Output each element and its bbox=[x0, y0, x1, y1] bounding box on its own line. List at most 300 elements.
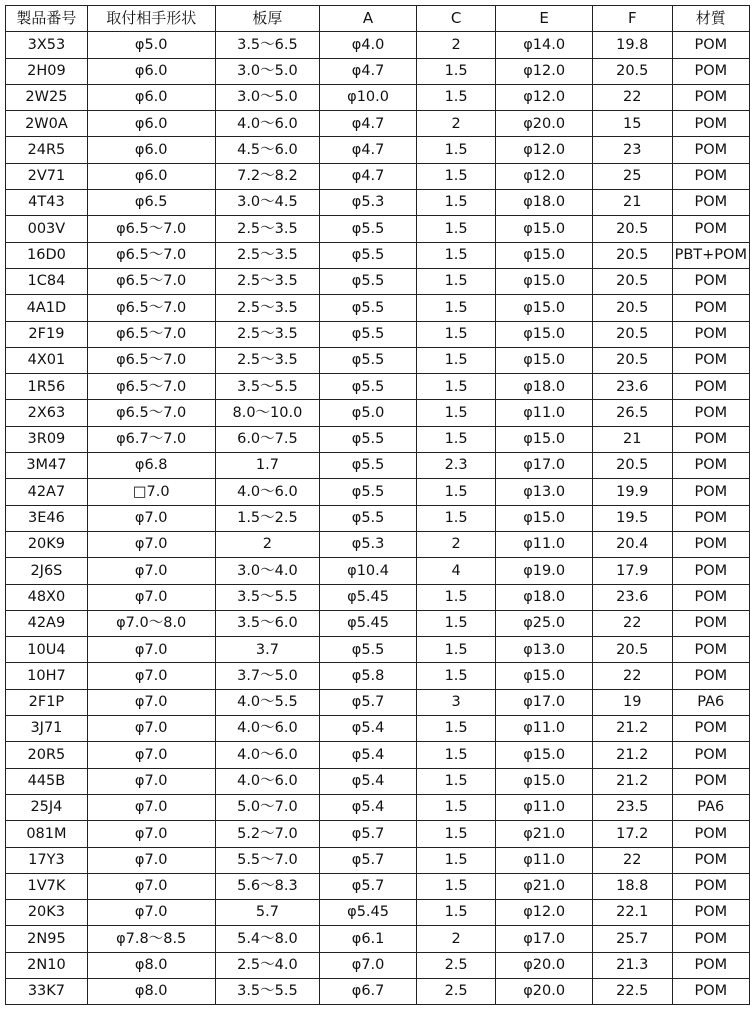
cell-dimension-c: 3 bbox=[416, 689, 496, 715]
cell-dimension-f: 19 bbox=[592, 689, 672, 715]
table-row bbox=[6, 978, 750, 1004]
cell-product-number: 4T43 bbox=[6, 190, 88, 216]
cell-plate-thickness: 4.0〜6.0 bbox=[215, 111, 320, 137]
cell-mounting-shape: φ7.0〜8.0 bbox=[87, 610, 215, 636]
cell-mounting-shape: φ6.5 bbox=[87, 190, 215, 216]
table-row bbox=[6, 952, 750, 978]
cell-dimension-e: φ20.0 bbox=[496, 111, 593, 137]
cell-plate-thickness: 4.0〜5.5 bbox=[215, 689, 320, 715]
cell-mounting-shape: φ7.0 bbox=[87, 584, 215, 610]
cell-plate-thickness: 3.7〜5.0 bbox=[215, 663, 320, 689]
cell-dimension-e: φ21.0 bbox=[496, 873, 593, 899]
cell-material: POM bbox=[672, 216, 749, 242]
cell-dimension-f: 21.2 bbox=[592, 742, 672, 768]
cell-product-number: 2H09 bbox=[6, 58, 88, 84]
cell-mounting-shape: φ7.0 bbox=[87, 768, 215, 794]
cell-material: POM bbox=[672, 847, 749, 873]
cell-dimension-a: φ10.4 bbox=[320, 558, 417, 584]
header-row bbox=[6, 6, 750, 32]
cell-dimension-f: 22 bbox=[592, 84, 672, 110]
cell-plate-thickness: 2.5〜3.5 bbox=[215, 321, 320, 347]
header-dimension-a: A bbox=[320, 6, 417, 32]
cell-dimension-c: 1.5 bbox=[416, 190, 496, 216]
cell-product-number: 2W0A bbox=[6, 111, 88, 137]
header-product-number: 製品番号 bbox=[6, 6, 88, 32]
cell-dimension-f: 22.1 bbox=[592, 900, 672, 926]
cell-dimension-c: 1.5 bbox=[416, 216, 496, 242]
cell-dimension-e: φ12.0 bbox=[496, 137, 593, 163]
table-row bbox=[6, 163, 750, 189]
cell-dimension-f: 23.5 bbox=[592, 794, 672, 820]
cell-dimension-c: 1.5 bbox=[416, 716, 496, 742]
table-row bbox=[6, 926, 750, 952]
cell-dimension-f: 21 bbox=[592, 426, 672, 452]
cell-mounting-shape: φ7.0 bbox=[87, 821, 215, 847]
cell-dimension-c: 2.5 bbox=[416, 952, 496, 978]
cell-dimension-e: φ14.0 bbox=[496, 32, 593, 58]
header-dimension-f: F bbox=[592, 6, 672, 32]
cell-dimension-c: 1.5 bbox=[416, 794, 496, 820]
cell-plate-thickness: 3.5〜5.5 bbox=[215, 584, 320, 610]
cell-dimension-e: φ15.0 bbox=[496, 242, 593, 268]
cell-dimension-e: φ12.0 bbox=[496, 84, 593, 110]
cell-product-number: 1R56 bbox=[6, 374, 88, 400]
cell-dimension-a: φ5.5 bbox=[320, 216, 417, 242]
table-row bbox=[6, 268, 750, 294]
cell-plate-thickness: 2.5〜4.0 bbox=[215, 952, 320, 978]
cell-dimension-f: 20.5 bbox=[592, 242, 672, 268]
cell-product-number: 20K3 bbox=[6, 900, 88, 926]
cell-dimension-a: φ5.7 bbox=[320, 689, 417, 715]
cell-dimension-c: 1.5 bbox=[416, 505, 496, 531]
cell-material: POM bbox=[672, 295, 749, 321]
cell-mounting-shape: φ6.8 bbox=[87, 453, 215, 479]
cell-dimension-a: φ5.5 bbox=[320, 321, 417, 347]
cell-dimension-f: 22.5 bbox=[592, 978, 672, 1004]
cell-dimension-e: φ25.0 bbox=[496, 610, 593, 636]
cell-dimension-a: φ5.8 bbox=[320, 663, 417, 689]
table-row bbox=[6, 663, 750, 689]
cell-product-number: 1V7K bbox=[6, 873, 88, 899]
cell-material: POM bbox=[672, 531, 749, 557]
cell-plate-thickness: 1.7 bbox=[215, 453, 320, 479]
cell-material: PBT+POM bbox=[672, 242, 749, 268]
cell-dimension-c: 1.5 bbox=[416, 610, 496, 636]
cell-dimension-a: φ6.1 bbox=[320, 926, 417, 952]
cell-dimension-a: φ4.7 bbox=[320, 111, 417, 137]
cell-dimension-f: 17.2 bbox=[592, 821, 672, 847]
cell-dimension-f: 20.5 bbox=[592, 216, 672, 242]
cell-product-number: 003V bbox=[6, 216, 88, 242]
cell-dimension-a: φ10.0 bbox=[320, 84, 417, 110]
table-row bbox=[6, 873, 750, 899]
cell-dimension-e: φ15.0 bbox=[496, 347, 593, 373]
cell-product-number: 3R09 bbox=[6, 426, 88, 452]
cell-dimension-e: φ11.0 bbox=[496, 531, 593, 557]
cell-dimension-e: φ20.0 bbox=[496, 978, 593, 1004]
cell-plate-thickness: 4.0〜6.0 bbox=[215, 716, 320, 742]
cell-product-number: 445B bbox=[6, 768, 88, 794]
cell-mounting-shape: φ7.0 bbox=[87, 637, 215, 663]
cell-product-number: 25J4 bbox=[6, 794, 88, 820]
cell-plate-thickness: 5.2〜7.0 bbox=[215, 821, 320, 847]
cell-material: POM bbox=[672, 426, 749, 452]
cell-dimension-f: 20.5 bbox=[592, 295, 672, 321]
cell-product-number: 10U4 bbox=[6, 637, 88, 663]
cell-plate-thickness: 4.5〜6.0 bbox=[215, 137, 320, 163]
cell-mounting-shape: φ6.5〜7.0 bbox=[87, 242, 215, 268]
cell-dimension-a: φ5.4 bbox=[320, 716, 417, 742]
cell-dimension-a: φ4.7 bbox=[320, 163, 417, 189]
cell-dimension-e: φ21.0 bbox=[496, 821, 593, 847]
cell-mounting-shape: φ6.5〜7.0 bbox=[87, 347, 215, 373]
cell-material: POM bbox=[672, 742, 749, 768]
cell-plate-thickness: 5.5〜7.0 bbox=[215, 847, 320, 873]
cell-dimension-e: φ12.0 bbox=[496, 58, 593, 84]
cell-material: POM bbox=[672, 663, 749, 689]
table-row bbox=[6, 847, 750, 873]
cell-dimension-f: 15 bbox=[592, 111, 672, 137]
cell-plate-thickness: 1.5〜2.5 bbox=[215, 505, 320, 531]
cell-dimension-f: 19.8 bbox=[592, 32, 672, 58]
cell-mounting-shape: φ6.5〜7.0 bbox=[87, 374, 215, 400]
cell-material: POM bbox=[672, 821, 749, 847]
cell-material: PA6 bbox=[672, 689, 749, 715]
cell-material: POM bbox=[672, 453, 749, 479]
cell-plate-thickness: 2.5〜3.5 bbox=[215, 268, 320, 294]
cell-dimension-e: φ18.0 bbox=[496, 190, 593, 216]
cell-plate-thickness: 5.4〜8.0 bbox=[215, 926, 320, 952]
cell-mounting-shape: φ6.7〜7.0 bbox=[87, 426, 215, 452]
cell-dimension-c: 1.5 bbox=[416, 295, 496, 321]
cell-dimension-f: 20.5 bbox=[592, 321, 672, 347]
cell-dimension-a: φ5.4 bbox=[320, 742, 417, 768]
table-row bbox=[6, 505, 750, 531]
cell-material: POM bbox=[672, 873, 749, 899]
cell-product-number: 2F19 bbox=[6, 321, 88, 347]
cell-dimension-a: φ5.45 bbox=[320, 584, 417, 610]
cell-material: POM bbox=[672, 637, 749, 663]
cell-dimension-f: 23 bbox=[592, 137, 672, 163]
cell-dimension-c: 1.5 bbox=[416, 163, 496, 189]
cell-dimension-a: φ4.0 bbox=[320, 32, 417, 58]
cell-dimension-c: 1.5 bbox=[416, 137, 496, 163]
cell-mounting-shape: φ7.0 bbox=[87, 847, 215, 873]
cell-material: POM bbox=[672, 400, 749, 426]
cell-material: POM bbox=[672, 768, 749, 794]
cell-product-number: 17Y3 bbox=[6, 847, 88, 873]
cell-dimension-c: 1.5 bbox=[416, 58, 496, 84]
cell-dimension-f: 20.5 bbox=[592, 347, 672, 373]
cell-dimension-a: φ5.5 bbox=[320, 637, 417, 663]
cell-mounting-shape: φ7.0 bbox=[87, 900, 215, 926]
cell-dimension-a: φ5.5 bbox=[320, 295, 417, 321]
cell-product-number: 4X01 bbox=[6, 347, 88, 373]
cell-material: POM bbox=[672, 558, 749, 584]
cell-mounting-shape: □7.0 bbox=[87, 479, 215, 505]
cell-dimension-f: 21.2 bbox=[592, 716, 672, 742]
cell-dimension-f: 20.5 bbox=[592, 453, 672, 479]
cell-dimension-a: φ5.45 bbox=[320, 610, 417, 636]
cell-dimension-f: 21.3 bbox=[592, 952, 672, 978]
cell-dimension-e: φ11.0 bbox=[496, 716, 593, 742]
cell-dimension-a: φ5.0 bbox=[320, 400, 417, 426]
table-row bbox=[6, 453, 750, 479]
cell-dimension-c: 2 bbox=[416, 32, 496, 58]
cell-dimension-c: 2.5 bbox=[416, 978, 496, 1004]
table-row bbox=[6, 400, 750, 426]
table-row bbox=[6, 137, 750, 163]
cell-material: POM bbox=[672, 190, 749, 216]
cell-dimension-a: φ5.5 bbox=[320, 479, 417, 505]
cell-product-number: 20R5 bbox=[6, 742, 88, 768]
cell-material: POM bbox=[672, 584, 749, 610]
cell-dimension-c: 2 bbox=[416, 111, 496, 137]
table-row bbox=[6, 794, 750, 820]
cell-dimension-f: 18.8 bbox=[592, 873, 672, 899]
cell-mounting-shape: φ6.5〜7.0 bbox=[87, 400, 215, 426]
cell-dimension-c: 1.5 bbox=[416, 374, 496, 400]
cell-dimension-f: 20.5 bbox=[592, 58, 672, 84]
cell-mounting-shape: φ7.0 bbox=[87, 873, 215, 899]
cell-dimension-f: 25 bbox=[592, 163, 672, 189]
cell-dimension-f: 21 bbox=[592, 190, 672, 216]
cell-mounting-shape: φ7.0 bbox=[87, 794, 215, 820]
cell-plate-thickness: 3.5〜6.5 bbox=[215, 32, 320, 58]
cell-material: POM bbox=[672, 58, 749, 84]
cell-dimension-a: φ5.5 bbox=[320, 242, 417, 268]
table-row bbox=[6, 637, 750, 663]
cell-dimension-e: φ15.0 bbox=[496, 321, 593, 347]
cell-plate-thickness: 5.7 bbox=[215, 900, 320, 926]
cell-material: POM bbox=[672, 900, 749, 926]
cell-dimension-f: 17.9 bbox=[592, 558, 672, 584]
cell-mounting-shape: φ6.5〜7.0 bbox=[87, 216, 215, 242]
cell-dimension-c: 2.3 bbox=[416, 453, 496, 479]
table-row bbox=[6, 900, 750, 926]
table-row bbox=[6, 295, 750, 321]
table-row bbox=[6, 32, 750, 58]
cell-dimension-f: 19.9 bbox=[592, 479, 672, 505]
cell-product-number: 2N95 bbox=[6, 926, 88, 952]
cell-plate-thickness: 3.0〜5.0 bbox=[215, 58, 320, 84]
cell-mounting-shape: φ8.0 bbox=[87, 978, 215, 1004]
cell-mounting-shape: φ7.0 bbox=[87, 742, 215, 768]
table-row bbox=[6, 111, 750, 137]
cell-dimension-a: φ5.5 bbox=[320, 505, 417, 531]
cell-dimension-a: φ5.4 bbox=[320, 794, 417, 820]
cell-mounting-shape: φ6.0 bbox=[87, 84, 215, 110]
cell-product-number: 2W25 bbox=[6, 84, 88, 110]
header-dimension-e: E bbox=[496, 6, 593, 32]
cell-mounting-shape: φ7.0 bbox=[87, 716, 215, 742]
table-row bbox=[6, 742, 750, 768]
table-row bbox=[6, 531, 750, 557]
cell-dimension-c: 1.5 bbox=[416, 584, 496, 610]
cell-mounting-shape: φ6.0 bbox=[87, 58, 215, 84]
cell-dimension-e: φ18.0 bbox=[496, 584, 593, 610]
cell-mounting-shape: φ6.0 bbox=[87, 163, 215, 189]
cell-dimension-e: φ20.0 bbox=[496, 952, 593, 978]
header-mounting-shape: 取付相手形状 bbox=[87, 6, 215, 32]
cell-mounting-shape: φ6.5〜7.0 bbox=[87, 321, 215, 347]
cell-dimension-a: φ7.0 bbox=[320, 952, 417, 978]
cell-plate-thickness: 4.0〜6.0 bbox=[215, 742, 320, 768]
cell-dimension-e: φ11.0 bbox=[496, 794, 593, 820]
cell-material: POM bbox=[672, 479, 749, 505]
cell-product-number: 081M bbox=[6, 821, 88, 847]
cell-dimension-f: 22 bbox=[592, 663, 672, 689]
cell-mounting-shape: φ5.0 bbox=[87, 32, 215, 58]
cell-material: POM bbox=[672, 137, 749, 163]
cell-dimension-a: φ5.5 bbox=[320, 374, 417, 400]
cell-dimension-c: 1.5 bbox=[416, 847, 496, 873]
spec-table bbox=[5, 5, 750, 1005]
cell-material: POM bbox=[672, 268, 749, 294]
cell-plate-thickness: 3.5〜6.0 bbox=[215, 610, 320, 636]
cell-dimension-f: 22 bbox=[592, 847, 672, 873]
cell-product-number: 3E46 bbox=[6, 505, 88, 531]
table-row bbox=[6, 558, 750, 584]
cell-product-number: 20K9 bbox=[6, 531, 88, 557]
cell-dimension-e: φ15.0 bbox=[496, 505, 593, 531]
cell-dimension-c: 1.5 bbox=[416, 321, 496, 347]
header-plate-thickness: 板厚 bbox=[215, 6, 320, 32]
cell-plate-thickness: 2.5〜3.5 bbox=[215, 347, 320, 373]
table-row bbox=[6, 58, 750, 84]
cell-dimension-a: φ5.3 bbox=[320, 531, 417, 557]
cell-product-number: 3X53 bbox=[6, 32, 88, 58]
cell-mounting-shape: φ6.5〜7.0 bbox=[87, 268, 215, 294]
cell-plate-thickness: 7.2〜8.2 bbox=[215, 163, 320, 189]
cell-dimension-e: φ17.0 bbox=[496, 926, 593, 952]
cell-dimension-f: 26.5 bbox=[592, 400, 672, 426]
cell-dimension-e: φ15.0 bbox=[496, 216, 593, 242]
cell-dimension-e: φ18.0 bbox=[496, 374, 593, 400]
cell-dimension-e: φ19.0 bbox=[496, 558, 593, 584]
cell-product-number: 10H7 bbox=[6, 663, 88, 689]
cell-dimension-c: 1.5 bbox=[416, 268, 496, 294]
cell-material: POM bbox=[672, 610, 749, 636]
cell-dimension-c: 1.5 bbox=[416, 742, 496, 768]
cell-dimension-f: 25.7 bbox=[592, 926, 672, 952]
cell-dimension-c: 2 bbox=[416, 926, 496, 952]
table-row bbox=[6, 374, 750, 400]
cell-product-number: 3J71 bbox=[6, 716, 88, 742]
cell-dimension-c: 1.5 bbox=[416, 479, 496, 505]
cell-plate-thickness: 2 bbox=[215, 531, 320, 557]
cell-plate-thickness: 5.6〜8.3 bbox=[215, 873, 320, 899]
cell-plate-thickness: 3.7 bbox=[215, 637, 320, 663]
cell-dimension-f: 19.5 bbox=[592, 505, 672, 531]
cell-mounting-shape: φ6.0 bbox=[87, 137, 215, 163]
cell-dimension-e: φ12.0 bbox=[496, 163, 593, 189]
cell-material: POM bbox=[672, 926, 749, 952]
cell-dimension-e: φ15.0 bbox=[496, 742, 593, 768]
cell-dimension-e: φ15.0 bbox=[496, 663, 593, 689]
cell-dimension-e: φ13.0 bbox=[496, 479, 593, 505]
cell-material: PA6 bbox=[672, 794, 749, 820]
cell-dimension-a: φ5.5 bbox=[320, 268, 417, 294]
cell-product-number: 2N10 bbox=[6, 952, 88, 978]
cell-dimension-a: φ5.7 bbox=[320, 873, 417, 899]
cell-mounting-shape: φ7.8〜8.5 bbox=[87, 926, 215, 952]
cell-dimension-e: φ11.0 bbox=[496, 400, 593, 426]
cell-material: POM bbox=[672, 716, 749, 742]
cell-dimension-a: φ5.5 bbox=[320, 426, 417, 452]
cell-dimension-a: φ5.7 bbox=[320, 847, 417, 873]
cell-material: POM bbox=[672, 952, 749, 978]
cell-dimension-c: 1.5 bbox=[416, 637, 496, 663]
cell-product-number: 4A1D bbox=[6, 295, 88, 321]
cell-mounting-shape: φ7.0 bbox=[87, 558, 215, 584]
cell-material: POM bbox=[672, 505, 749, 531]
cell-dimension-e: φ15.0 bbox=[496, 768, 593, 794]
cell-product-number: 2X63 bbox=[6, 400, 88, 426]
cell-plate-thickness: 8.0〜10.0 bbox=[215, 400, 320, 426]
cell-dimension-a: φ5.45 bbox=[320, 900, 417, 926]
cell-dimension-a: φ5.5 bbox=[320, 453, 417, 479]
cell-material: POM bbox=[672, 84, 749, 110]
cell-dimension-e: φ15.0 bbox=[496, 295, 593, 321]
table-row bbox=[6, 689, 750, 715]
cell-material: POM bbox=[672, 978, 749, 1004]
cell-plate-thickness: 3.0〜4.0 bbox=[215, 558, 320, 584]
cell-dimension-f: 22 bbox=[592, 610, 672, 636]
table-row bbox=[6, 321, 750, 347]
cell-dimension-f: 20.5 bbox=[592, 268, 672, 294]
cell-dimension-a: φ5.4 bbox=[320, 768, 417, 794]
cell-dimension-c: 2 bbox=[416, 531, 496, 557]
cell-dimension-c: 1.5 bbox=[416, 768, 496, 794]
cell-plate-thickness: 4.0〜6.0 bbox=[215, 479, 320, 505]
cell-dimension-c: 1.5 bbox=[416, 873, 496, 899]
cell-dimension-a: φ6.7 bbox=[320, 978, 417, 1004]
table-row bbox=[6, 768, 750, 794]
table-body bbox=[6, 32, 750, 1005]
cell-material: POM bbox=[672, 111, 749, 137]
cell-dimension-c: 1.5 bbox=[416, 400, 496, 426]
cell-product-number: 1C84 bbox=[6, 268, 88, 294]
cell-dimension-e: φ15.0 bbox=[496, 268, 593, 294]
cell-dimension-a: φ4.7 bbox=[320, 137, 417, 163]
cell-dimension-c: 1.5 bbox=[416, 426, 496, 452]
table-row bbox=[6, 716, 750, 742]
table-row bbox=[6, 479, 750, 505]
cell-plate-thickness: 3.0〜4.5 bbox=[215, 190, 320, 216]
cell-product-number: 3M47 bbox=[6, 453, 88, 479]
header-dimension-c: C bbox=[416, 6, 496, 32]
table-row bbox=[6, 610, 750, 636]
table-row bbox=[6, 821, 750, 847]
cell-product-number: 42A7 bbox=[6, 479, 88, 505]
cell-dimension-f: 23.6 bbox=[592, 584, 672, 610]
cell-dimension-e: φ15.0 bbox=[496, 426, 593, 452]
cell-plate-thickness: 2.5〜3.5 bbox=[215, 295, 320, 321]
cell-mounting-shape: φ7.0 bbox=[87, 505, 215, 531]
cell-dimension-e: φ13.0 bbox=[496, 637, 593, 663]
cell-mounting-shape: φ7.0 bbox=[87, 689, 215, 715]
cell-dimension-f: 20.5 bbox=[592, 637, 672, 663]
cell-product-number: 2F1P bbox=[6, 689, 88, 715]
cell-material: POM bbox=[672, 374, 749, 400]
cell-dimension-a: φ5.7 bbox=[320, 821, 417, 847]
cell-dimension-f: 21.2 bbox=[592, 768, 672, 794]
header-material: 材質 bbox=[672, 6, 749, 32]
cell-product-number: 33K7 bbox=[6, 978, 88, 1004]
cell-dimension-a: φ5.3 bbox=[320, 190, 417, 216]
cell-mounting-shape: φ8.0 bbox=[87, 952, 215, 978]
